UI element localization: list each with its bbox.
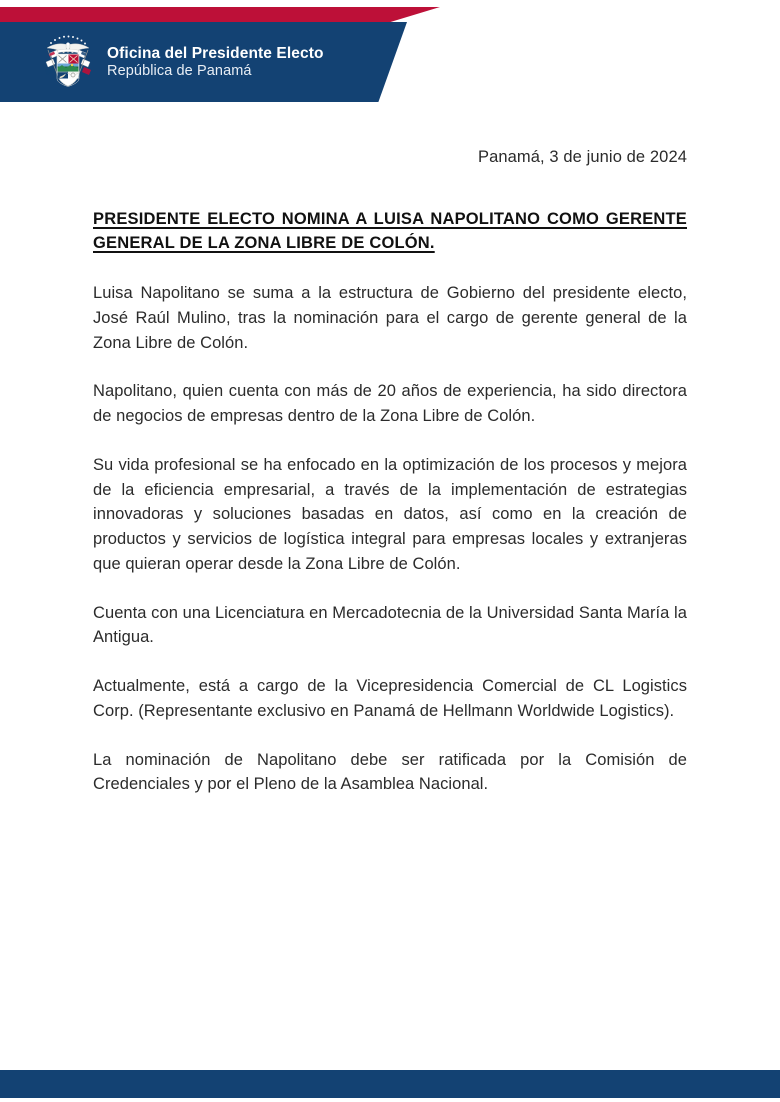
document-headline: PRESIDENTE ELECTO NOMINA A LUISA NAPOLITANO COMO GERENTE GENERAL DE LA ZONA LIBRE DE COLÓN. <box>93 210 687 253</box>
header-red-stripe <box>0 7 440 23</box>
panama-coat-of-arms-icon <box>42 33 94 91</box>
page-header <box>0 0 780 112</box>
header-content <box>0 22 440 102</box>
paragraph-4: Cuenta con una Licenciatura en Mercadotecnia de la Universidad Santa María la Antigua. <box>93 603 687 647</box>
document-content <box>93 148 687 797</box>
paragraph-1: Luisa Napolitano se suma a la estructura de Gobierno del presidente electo, José Raúl Mulino, tras la nominación para el cargo de gerente general de la Zona Libre de Colón. <box>93 284 687 352</box>
page-footer-bar <box>0 1070 780 1098</box>
header-title-group <box>107 45 324 80</box>
document-date-line: Panamá, 3 de junio de 2024 <box>477 148 687 166</box>
paragraph-2: Napolitano, quien cuenta con más de 20 años de experiencia, ha sido directora de negocios de empresas dentro de la Zona Libre de Colón. <box>93 382 687 426</box>
paragraph-3: Su vida profesional se ha enfocado en la optimización de los procesos y mejora de la eficiencia empresarial, a través de la implementación de estrategias innovadoras y soluciones basadas en datos, así como en la creación de productos y servicios de logística integral para empresas locales y extranjeras que quieran operar desde la Zona Libre de Colón. <box>93 455 687 573</box>
header-org-title: Oficina del Presidente Electo <box>107 44 324 62</box>
paragraph-5: Actualmente, está a cargo de la Vicepresidencia Comercial de CL Logistics Corp. (Representante exclusivo en Panamá de Hellmann Worldwide Logistics). <box>93 677 687 720</box>
header-org-subtitle: República de Panamá <box>107 63 252 80</box>
paragraph-6: La nominación de Napolitano debe ser ratificada por la Comisión de Credenciales y por el Pleno de la Asamblea Nacional. <box>93 750 687 794</box>
